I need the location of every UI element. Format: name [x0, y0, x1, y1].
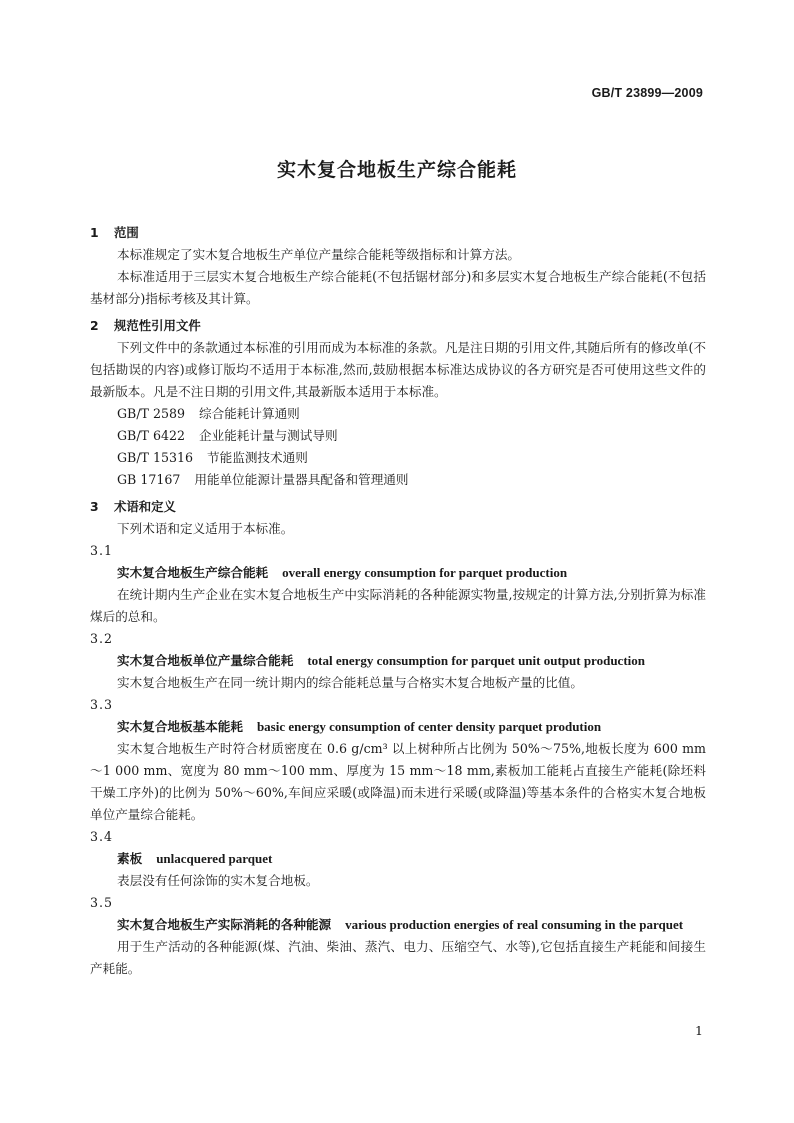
- term-number: 3.1: [90, 543, 114, 558]
- document-title: 实木复合地板生产综合能耗: [276, 159, 517, 181]
- reference-item: [90, 425, 706, 447]
- term-heading: [90, 562, 706, 584]
- term-definition: 用于生产活动的各种能源(煤、汽油、柴油、蒸汽、电力、压缩空气、水等),它包括直接生产耗能和间接生产耗能。: [90, 939, 706, 976]
- term-number: 3.2: [90, 631, 114, 646]
- document-body: [90, 222, 706, 980]
- scope-paragraph-1: 本标准规定了实木复合地板生产单位产量综合能耗等级指标和计算方法。: [117, 247, 520, 262]
- term-heading: [90, 914, 706, 936]
- term-chinese: 实木复合地板生产实际消耗的各种能源: [117, 917, 332, 932]
- term-definition: 实木复合地板生产时符合材质密度在 0.6 g/cm³ 以上树种所占比例为 50%～75%,地板长度为 600 mm～1 000 mm、宽度为 80 mm～100 mm、厚度为 15 mm～18 mm,素板加工能耗占直接生产能耗(除坯料干燥工序外)的比例为 50%～60%,车间应采暖(或降温)而未进行采暖(或降温)等基本条件的合格实木复合地板单位产量综合能耗。: [90, 741, 706, 822]
- reference-title: 用能单位能源计量器具配备和管理通则: [194, 472, 409, 487]
- term-number: 3.3: [90, 697, 114, 712]
- term-number: 3.4: [90, 829, 114, 844]
- term-chinese: 实木复合地板基本能耗: [117, 719, 243, 734]
- reference-code: GB/T 2589: [117, 406, 186, 421]
- section-title: 术语和定义: [114, 499, 176, 514]
- reference-item: [90, 403, 706, 425]
- term-definition: 实木复合地板生产在同一统计期内的综合能耗总量与合格实木复合地板产量的比值。: [117, 675, 583, 690]
- term-english: various production energies of real consuming in the parquet: [345, 917, 684, 932]
- term-english: overall energy consumption for parquet production: [282, 565, 568, 580]
- term-chinese: 实木复合地板单位产量综合能耗: [117, 653, 294, 668]
- reference-item: [90, 447, 706, 469]
- term-heading: [90, 650, 706, 672]
- section-1-heading: [90, 222, 706, 244]
- section-title: 范围: [114, 225, 139, 240]
- term-english: total energy consumption for parquet unit output production: [307, 653, 645, 668]
- scope-paragraph-2: 本标准适用于三层实木复合地板生产综合能耗(不包括锯材部分)和多层实木复合地板生产综合能耗(不包括基材部分)指标考核及其计算。: [90, 269, 706, 306]
- section-title: 规范性引用文件: [114, 318, 201, 333]
- term-heading: [90, 848, 706, 870]
- reference-title: 节能监测技术通则: [207, 450, 308, 465]
- section-2-heading: [90, 315, 706, 337]
- reference-title: 综合能耗计算通则: [199, 406, 300, 421]
- term-definition: 表层没有任何涂饰的实木复合地板。: [117, 873, 319, 888]
- reference-code: GB 17167: [117, 472, 181, 487]
- page-number: 1: [695, 1023, 703, 1038]
- term-chinese: 实木复合地板生产综合能耗: [117, 565, 269, 580]
- term-definition: 在统计期内生产企业在实木复合地板生产中实际消耗的各种能源实物量,按规定的计算方法,分别折算为标准煤后的总和。: [90, 587, 706, 624]
- reference-title: 企业能耗计量与测试导则: [199, 428, 338, 443]
- term-chinese: 素板: [117, 851, 143, 866]
- term-english: basic energy consumption of center density parquet prodution: [256, 719, 602, 734]
- section-number: 3: [90, 499, 99, 514]
- term-english: unlacquered parquet: [156, 851, 273, 866]
- reference-code: GB/T 15316: [117, 450, 194, 465]
- reference-code: GB/T 6422: [117, 428, 186, 443]
- section-number: 2: [90, 318, 99, 333]
- terms-intro: 下列术语和定义适用于本标准。: [117, 521, 294, 536]
- section-3-heading: [90, 496, 706, 518]
- section-number: 1: [90, 225, 99, 240]
- term-number: 3.5: [90, 895, 114, 910]
- standard-code: GB/T 23899—2009: [591, 86, 703, 100]
- reference-item: [90, 469, 706, 491]
- normative-references-paragraph: 下列文件中的条款通过本标准的引用而成为本标准的条款。凡是注日期的引用文件,其随后所有的修改单(不包括勘误的内容)或修订版均不适用于本标准,然而,鼓励根据本标准达成协议的各方研究是否可使用这些文件的最新版本。凡是不注日期的引用文件,其最新版本适用于本标准。: [90, 340, 706, 399]
- term-heading: [90, 716, 706, 738]
